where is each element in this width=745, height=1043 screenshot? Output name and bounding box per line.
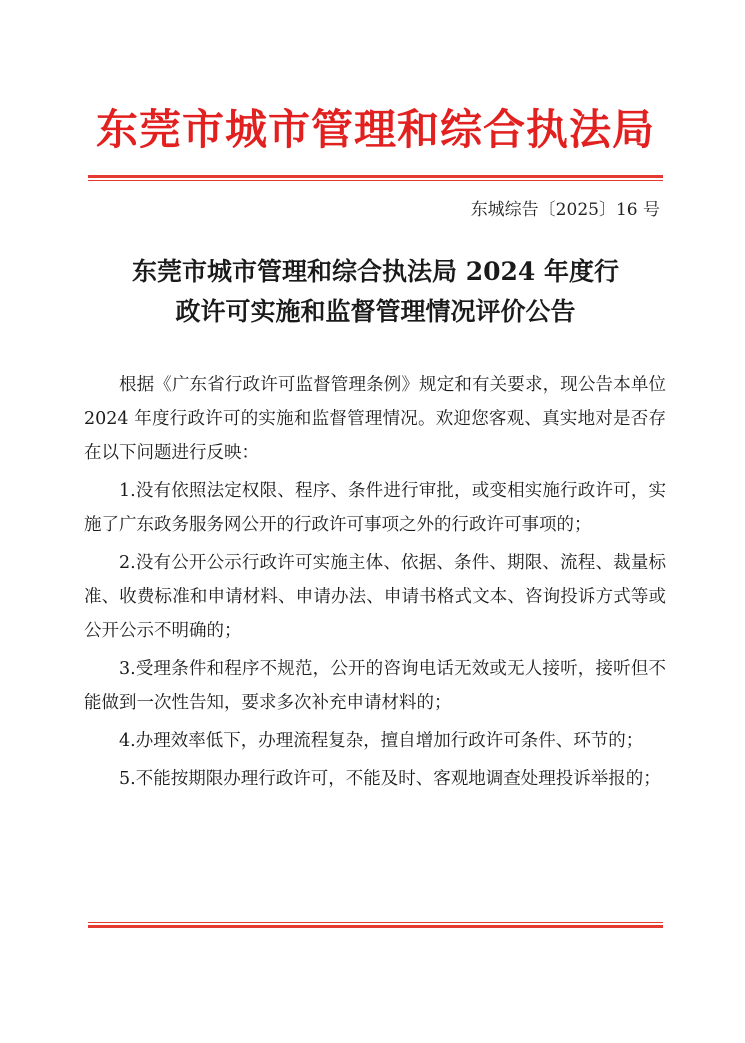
intro-paragraph: 根据《广东省行政许可监督管理条例》规定和有关要求，现公告本单位 2024 年度行政许可的实施和监督管理情况。欢迎您客观、真实地对是否存在以下问题进行反映： — [84, 375, 666, 463]
header-red-rule-thin — [88, 180, 663, 181]
header-red-rule-thick — [88, 175, 663, 178]
list-item: 5.不能按期限办理行政许可，不能及时、客观地调查处理投诉举报的； — [119, 769, 661, 789]
list-item: 4.办理效率低下，办理流程复杂，擅自增加行政许可条件、环节的； — [119, 731, 644, 751]
org-letterhead-title: 东莞市城市管理和综合执法局 — [95, 105, 655, 154]
list-item: 3.受理条件和程序不规范，公开的咨询电话无效或无人接听，接听但不能做到一次性告知，要求多次补充申请材料的； — [84, 659, 666, 713]
document-number: 东城综告〔2025〕16 号 — [470, 200, 660, 220]
notice-title-line-2: 政许可实施和监督管理情况评价公告 — [175, 297, 576, 326]
list-item: 1.没有依照法定权限、程序、条件进行审批，或变相实施行政许可，实施了广东政务服务网公开的行政许可事项之外的行政许可事项的； — [84, 481, 666, 535]
notice-title — [88, 252, 663, 332]
footer-red-rule-thick — [88, 925, 663, 928]
list-item: 2.没有公开公示行政许可实施主体、依据、条件、期限、流程、裁量标准、收费标准和申请材料、申请办法、申请书格式文本、咨询投诉方式等或公开公示不明确的； — [84, 553, 666, 641]
footer-red-rule-thin — [88, 922, 663, 923]
notice-body — [84, 368, 666, 796]
notice-title-line-1: 东莞市城市管理和综合执法局 2024 年度行 — [132, 257, 619, 286]
